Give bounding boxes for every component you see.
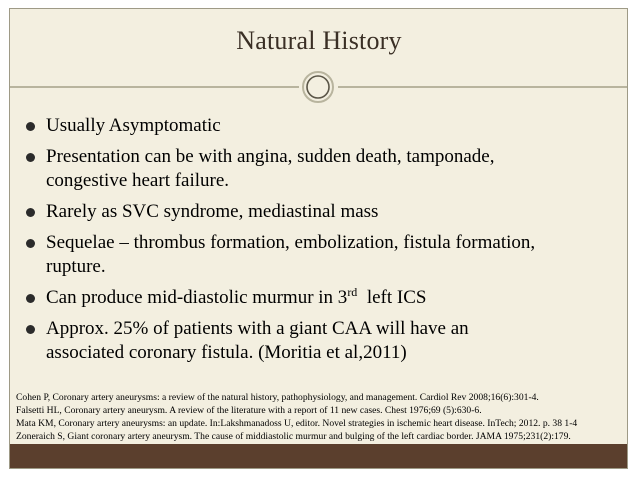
bullet-item bbox=[20, 286, 620, 310]
title-rule-left bbox=[10, 86, 299, 88]
references bbox=[16, 391, 638, 443]
bullet-list bbox=[20, 114, 620, 372]
bullet-dot-icon bbox=[26, 153, 35, 162]
bullet-dot-icon bbox=[26, 294, 35, 303]
bullet-line: Presentation can be with angina, sudden death, tamponade, bbox=[46, 146, 495, 167]
bullet-line: Rarely as SVC syndrome, mediastinal mass bbox=[46, 201, 379, 222]
ordinal-suffix: rd bbox=[347, 285, 358, 299]
bullet-line: Sequelae – thrombus formation, embolization, fistula formation, bbox=[46, 232, 536, 253]
bullet-dot-icon bbox=[26, 239, 35, 248]
circle-ornament-icon bbox=[299, 70, 337, 104]
bullet-line: rupture. bbox=[46, 256, 106, 277]
bullet-item bbox=[20, 200, 620, 224]
bullet-line: Usually Asymptomatic bbox=[46, 115, 221, 136]
title-rule-right bbox=[338, 86, 627, 88]
reference-item: Mata KM, Coronary artery aneurysms: an update. In:Lakshmanadoss U, editor. Novel strategies in ischemic heart disease. InTech; 2012. p. 38 1-4 bbox=[16, 418, 578, 429]
reference-item: Zoneraich S, Giant coronary artery aneurysm. The cause of middiastolic murmur and bulging of the left cardiac border. JAMA 1975;231(2):179. bbox=[16, 431, 571, 442]
bullet-line: left ICS bbox=[357, 287, 427, 308]
bullet-dot-icon bbox=[26, 208, 35, 217]
slide-title: Natural History bbox=[236, 26, 402, 55]
bullet-line: Can produce mid-diastolic murmur in 3 bbox=[46, 287, 348, 308]
bullet-item bbox=[20, 231, 620, 279]
bullet-item bbox=[20, 114, 620, 138]
bullet-item bbox=[20, 145, 620, 193]
reference-item: Falsetti HL, Coronary artery aneurysm. A review of the literature with a report of 11 new cases. Chest 1976;69 (5):630-6. bbox=[16, 405, 482, 416]
bottom-bar bbox=[10, 444, 627, 468]
bullet-line: Approx. 25% of patients with a giant CAA will have an bbox=[46, 318, 469, 339]
bullet-dot-icon bbox=[26, 325, 35, 334]
bullet-item bbox=[20, 317, 620, 365]
reference-item: Cohen P, Coronary artery aneurysms: a review of the natural history, pathophysiology, and management. Cardiol Rev 2008;16(6):301-4. bbox=[16, 392, 539, 403]
bullet-dot-icon bbox=[26, 122, 35, 131]
bullet-line: congestive heart failure. bbox=[46, 170, 230, 191]
bullet-line: associated coronary fistula. (Moritia et al,2011) bbox=[46, 342, 407, 363]
